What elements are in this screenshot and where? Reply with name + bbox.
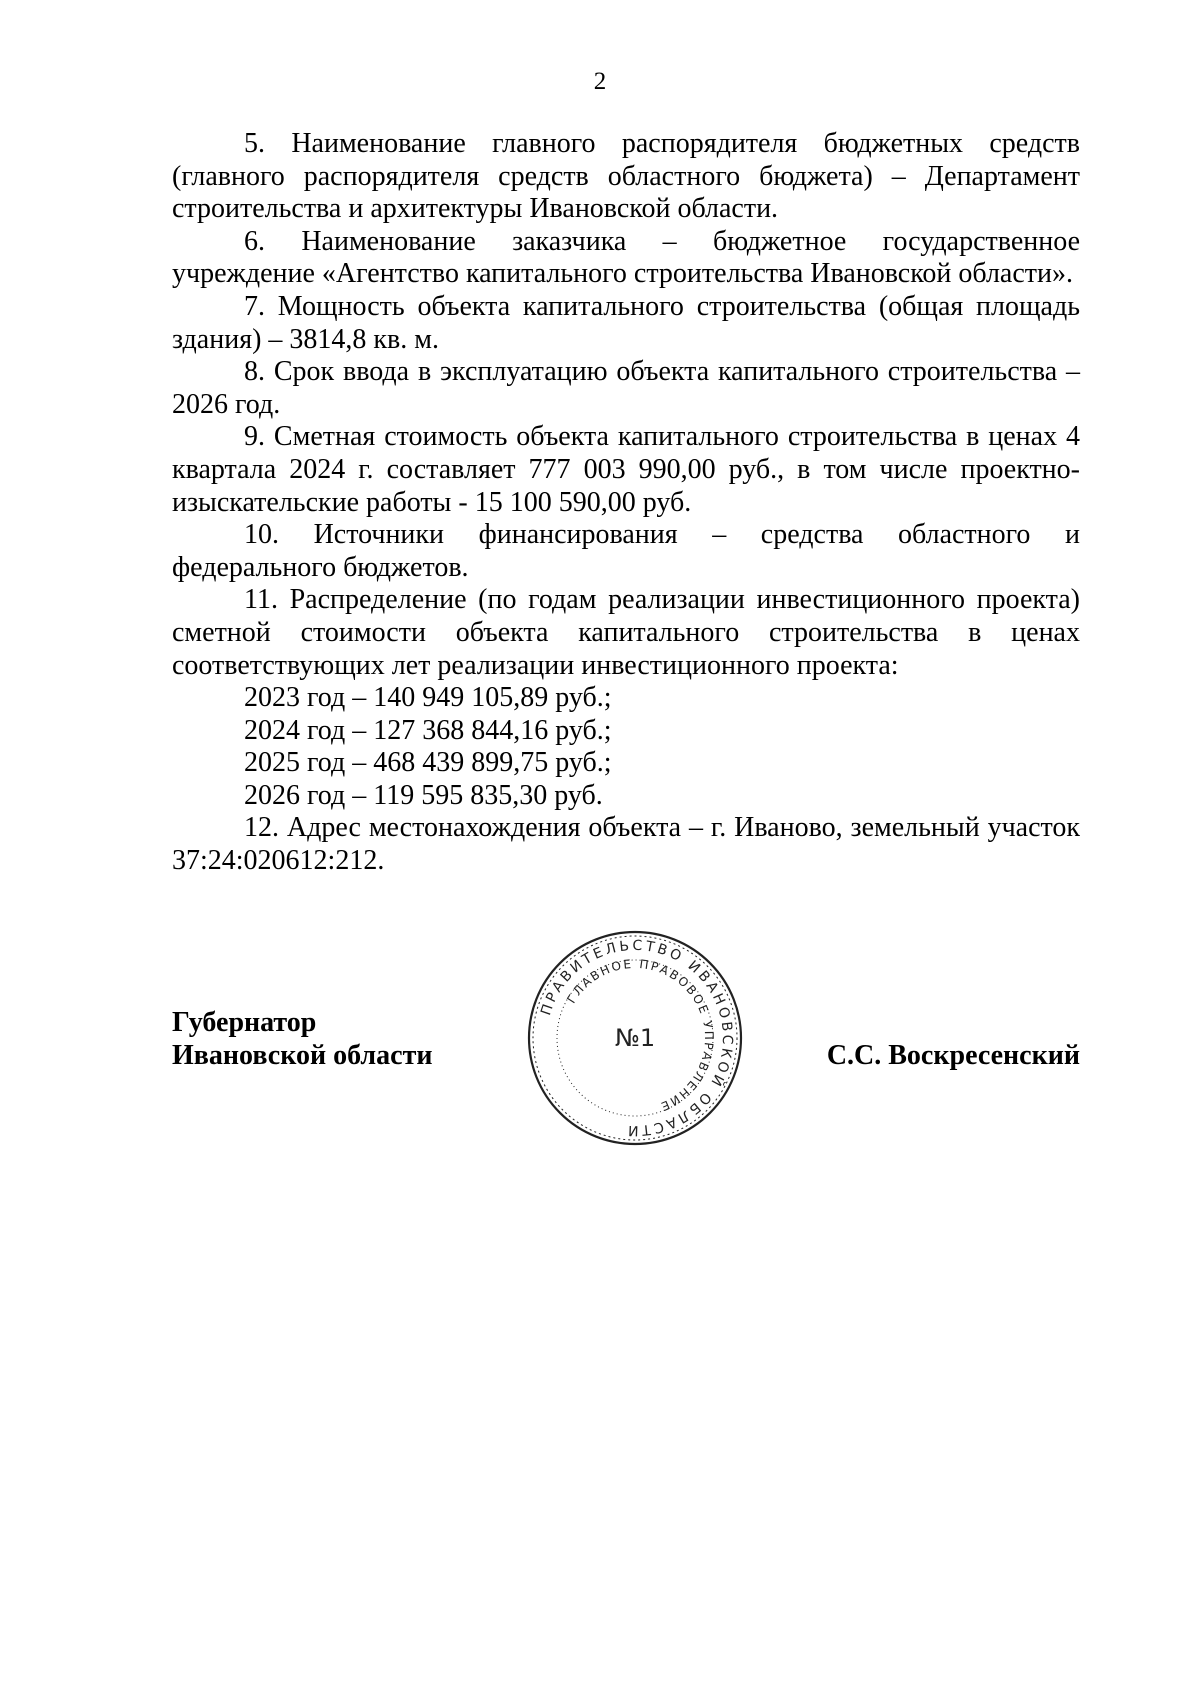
paragraph-item-10: 10. Источники финансирования – средства областного и федерального бюджетов. — [172, 519, 1080, 583]
document-body — [172, 128, 1080, 878]
distribution-line: 2024 год – 127 368 844,16 руб.; — [244, 714, 612, 746]
distribution-line: 2023 год – 140 949 105,89 руб.; — [244, 682, 612, 714]
paragraph-item-11: 11. Распределение (по годам реализации инвестиционного проекта) сметной стоимости объекта капитального строительства в ценах соответствующих лет реализации инвестиционного проекта: — [172, 584, 1080, 681]
signatory-name: С.С. Воскресенский — [826, 1040, 1080, 1071]
signatory-title-line1: Губернатор — [172, 1007, 317, 1038]
distribution-line: 2026 год – 119 595 835,30 руб. — [244, 779, 603, 811]
official-stamp — [525, 928, 745, 1148]
paragraph-item-9: 9. Сметная стоимость объекта капитального строительства в ценах 4 квартала 2024 г. составляет 777 003 990,00 руб., в том числе проектно-изыскательские работы - 15 100 590,00 руб. — [172, 421, 1080, 518]
paragraph-item-12: 12. Адрес местонахождения объекта – г. Иваново, земельный участок 37:24:020612:212. — [172, 812, 1080, 877]
stamp-inner-text: ГЛАВНОЕ ПРАВОВОЕ УПРАВЛЕНИЕ — [564, 956, 717, 1115]
stamp-number: №1 — [614, 1024, 656, 1052]
paragraph-item-7: 7. Мощность объекта капитального строительства (общая площадь здания) – 3814,8 кв. м. — [172, 290, 1080, 355]
signatory-title-line2: Ивановской области — [172, 1040, 433, 1071]
signatory-title — [172, 1006, 432, 1072]
stamp-outer-text: ПРАВИТЕЛЬСТВО ИВАНОВСКОЙ ОБЛАСТИ — [538, 937, 736, 1139]
page-number: 2 — [593, 68, 607, 95]
paragraph-item-6: 6. Наименование заказчика – бюджетное государственное учреждение «Агентство капитального строительства Ивановской области». — [172, 225, 1080, 290]
paragraph-item-8: 8. Срок ввода в эксплуатацию объекта капитального строительства – 2026 год. — [172, 356, 1080, 420]
paragraph-item-5: 5. Наименование главного распорядителя бюджетных средств (главного распорядителя средств областного бюджета) – Департамент строительства и архитектуры Ивановской области. — [172, 128, 1080, 225]
distribution-line: 2025 год – 468 439 899,75 руб.; — [244, 747, 612, 779]
